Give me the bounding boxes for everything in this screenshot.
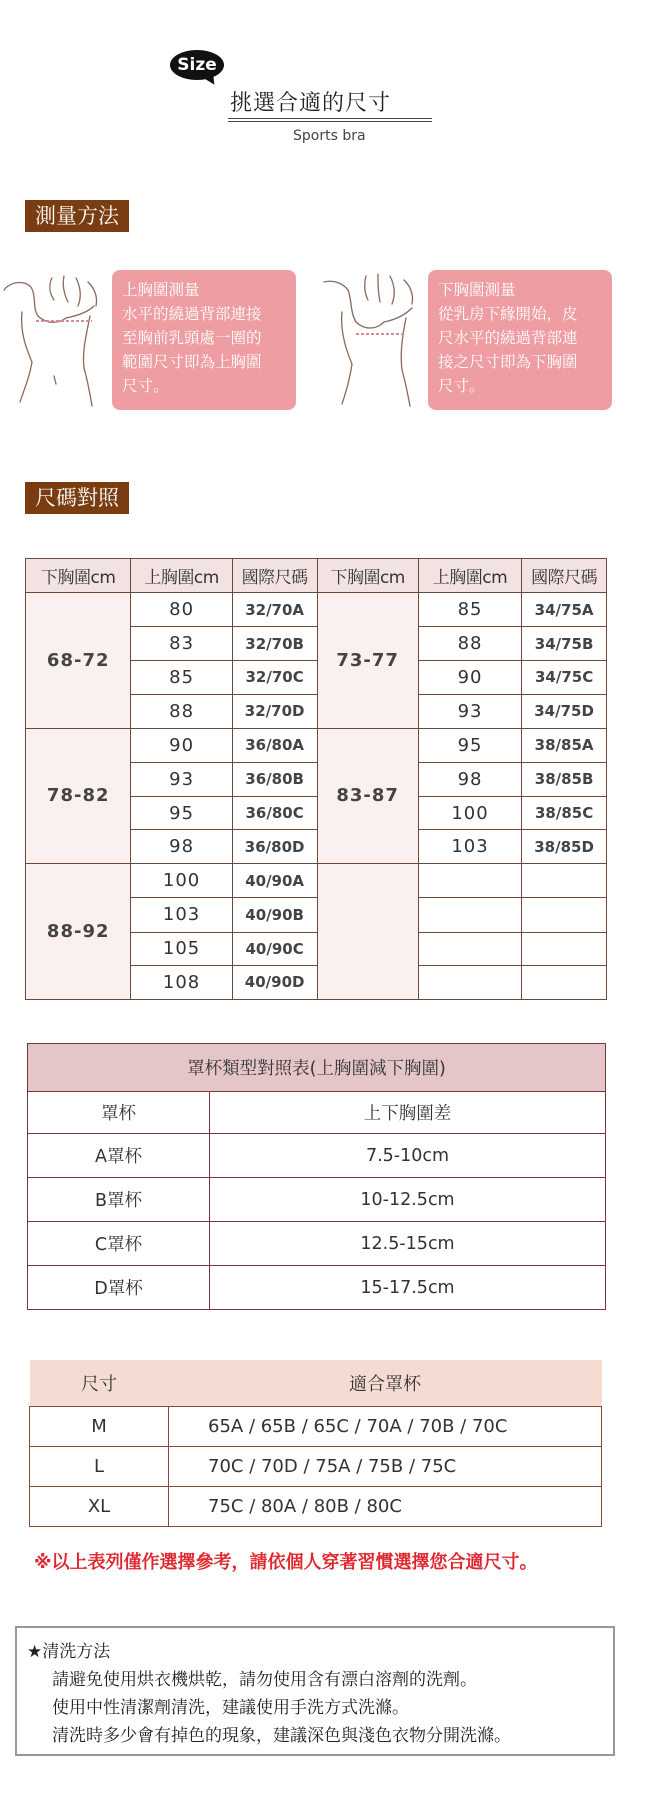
upper-bust-value: 100	[131, 864, 232, 898]
cup-diff: 15-17.5cm	[210, 1266, 606, 1310]
intl-size-value: 32/70C	[232, 661, 317, 694]
cup-table-col-diff: 上下胸圍差	[210, 1092, 606, 1134]
upper-bust-value: 103	[418, 830, 521, 864]
cup-name: C罩杯	[28, 1222, 210, 1266]
intl-size-value: 38/85A	[522, 728, 607, 762]
under-bust-range: 68-72	[26, 593, 131, 729]
upper-bust-value	[418, 932, 521, 965]
cup-name: D罩杯	[28, 1266, 210, 1310]
upper-bust-value: 98	[418, 762, 521, 796]
under-bust-range: 78-82	[26, 728, 131, 864]
under-bust-info-box	[428, 270, 612, 410]
intl-size-value: 34/75C	[522, 661, 607, 694]
intl-size-value: 34/75D	[522, 694, 607, 728]
header-intl-size-right: 國際尺碼	[522, 559, 607, 593]
fit-size-label: M	[30, 1406, 169, 1446]
under-bust-range	[317, 864, 418, 1000]
upper-bust-info-box	[112, 270, 296, 410]
under-bust-range: 73-77	[317, 593, 418, 729]
intl-size-value: 38/85D	[522, 830, 607, 864]
under-bust-line-1: 從乳房下緣開始，皮	[438, 305, 578, 323]
intl-size-value: 40/90B	[232, 898, 317, 932]
cup-name: A罩杯	[28, 1134, 210, 1178]
title-underline	[228, 118, 432, 119]
table-row	[28, 1134, 606, 1178]
header-under-bust-left: 下胸圍cm	[26, 559, 131, 593]
intl-size-value: 34/75B	[522, 627, 607, 661]
under-bust-title: 下胸圍測量	[438, 281, 516, 299]
upper-bust-value: 90	[131, 728, 232, 762]
upper-bust-value: 90	[418, 661, 521, 694]
table-row	[28, 1266, 606, 1310]
cup-diff: 12.5-15cm	[210, 1222, 606, 1266]
upper-bust-line-3: 範圍尺寸即為上胸圍	[122, 353, 262, 371]
size-badge: Size	[170, 50, 224, 80]
upper-bust-title: 上胸圍測量	[122, 281, 200, 299]
size-fit-table	[29, 1360, 602, 1527]
intl-size-value	[522, 932, 607, 965]
fit-cup-list: 75C / 80A / 80B / 80C	[169, 1486, 602, 1526]
upper-bust-value	[418, 965, 521, 999]
upper-bust-value	[418, 864, 521, 898]
upper-bust-value: 95	[131, 796, 232, 829]
wash-instructions-box	[15, 1626, 615, 1756]
upper-bust-value: 95	[418, 728, 521, 762]
size-chart-table	[25, 558, 607, 1000]
upper-bust-line-1: 水平的繞過背部連接	[122, 305, 262, 323]
upper-bust-line-4: 尺寸。	[122, 377, 169, 395]
size-reference-note: ※以上表列僅作選擇參考，請依個人穿著習慣選擇您合適尺寸。	[34, 1552, 538, 1573]
table-row	[28, 1178, 606, 1222]
header-upper-bust-right: 上胸圍cm	[418, 559, 521, 593]
intl-size-value: 34/75A	[522, 593, 607, 627]
intl-size-value: 32/70B	[232, 627, 317, 661]
fit-table-col-cups: 適合罩杯	[169, 1360, 602, 1406]
intl-size-value: 32/70D	[232, 694, 317, 728]
upper-bust-value: 88	[131, 694, 232, 728]
upper-bust-value: 93	[418, 694, 521, 728]
intl-size-value: 36/80B	[232, 762, 317, 796]
header-upper-bust-left: 上胸圍cm	[131, 559, 232, 593]
size-chart-header-row	[26, 559, 607, 593]
cup-table-title: 罩杯類型對照表(上胸圍減下胸圍)	[28, 1044, 606, 1092]
intl-size-value	[522, 965, 607, 999]
cup-name: B罩杯	[28, 1178, 210, 1222]
intl-size-value: 32/70A	[232, 593, 317, 627]
upper-bust-value: 85	[418, 593, 521, 627]
upper-bust-value: 88	[418, 627, 521, 661]
under-bust-range: 83-87	[317, 728, 418, 864]
upper-bust-value	[418, 898, 521, 932]
upper-bust-value: 80	[131, 593, 232, 627]
fit-size-label: L	[30, 1446, 169, 1486]
fit-cup-list: 65A / 65B / 65C / 70A / 70B / 70C	[169, 1406, 602, 1446]
intl-size-value	[522, 864, 607, 898]
upper-bust-value: 98	[131, 830, 232, 864]
intl-size-value: 38/85B	[522, 762, 607, 796]
table-row	[26, 864, 607, 898]
wash-title: ★清洗方法	[27, 1642, 111, 1662]
under-bust-line-4: 尺寸。	[438, 377, 485, 395]
upper-bust-figure	[2, 272, 102, 412]
section-label-size-chart: 尺碼對照	[25, 482, 129, 514]
table-row	[26, 593, 607, 627]
table-row	[30, 1486, 602, 1526]
under-bust-line-3: 接之尺寸即為下胸圍	[438, 353, 578, 371]
intl-size-value: 40/90C	[232, 932, 317, 965]
fit-cup-list: 70C / 70D / 75A / 75B / 75C	[169, 1446, 602, 1486]
wash-line-2: 使用中性清潔劑清洗，建議使用手洗方式洗滌。	[52, 1698, 409, 1718]
upper-bust-value: 100	[418, 796, 521, 829]
cup-table-col-cup: 罩杯	[28, 1092, 210, 1134]
under-bust-line-2: 尺水平的繞過背部連	[438, 329, 578, 347]
wash-line-3: 清洗時多少會有掉色的現象，建議深色與淺色衣物分開洗滌。	[52, 1726, 511, 1746]
intl-size-value: 40/90A	[232, 864, 317, 898]
upper-bust-value: 85	[131, 661, 232, 694]
fit-size-label: XL	[30, 1486, 169, 1526]
table-row	[30, 1446, 602, 1486]
wash-line-1: 請避免使用烘衣機烘乾，請勿使用含有漂白溶劑的洗劑。	[52, 1670, 477, 1690]
cup-diff: 10-12.5cm	[210, 1178, 606, 1222]
under-bust-figure	[320, 272, 420, 412]
cup-diff: 7.5-10cm	[210, 1134, 606, 1178]
upper-bust-line-2: 至胸前乳頭處一圈的	[122, 329, 262, 347]
table-row	[30, 1406, 602, 1446]
upper-bust-value: 83	[131, 627, 232, 661]
cup-type-table	[27, 1043, 606, 1310]
header-under-bust-right: 下胸圍cm	[317, 559, 418, 593]
under-bust-range: 88-92	[26, 864, 131, 1000]
intl-size-value: 38/85C	[522, 796, 607, 829]
page-subtitle: Sports bra	[293, 128, 366, 144]
table-row	[28, 1222, 606, 1266]
intl-size-value: 36/80A	[232, 728, 317, 762]
intl-size-value: 40/90D	[232, 965, 317, 999]
upper-bust-value: 105	[131, 932, 232, 965]
intl-size-value: 36/80C	[232, 796, 317, 829]
table-row	[26, 728, 607, 762]
fit-table-col-size: 尺寸	[30, 1360, 169, 1406]
upper-bust-value: 103	[131, 898, 232, 932]
page-title: 挑選合適的尺寸	[230, 91, 392, 116]
intl-size-value	[522, 898, 607, 932]
title-underline-2	[228, 121, 432, 122]
section-label-measure: 測量方法	[25, 200, 129, 232]
upper-bust-value: 93	[131, 762, 232, 796]
intl-size-value: 36/80D	[232, 830, 317, 864]
upper-bust-value: 108	[131, 965, 232, 999]
header-intl-size-left: 國際尺碼	[232, 559, 317, 593]
